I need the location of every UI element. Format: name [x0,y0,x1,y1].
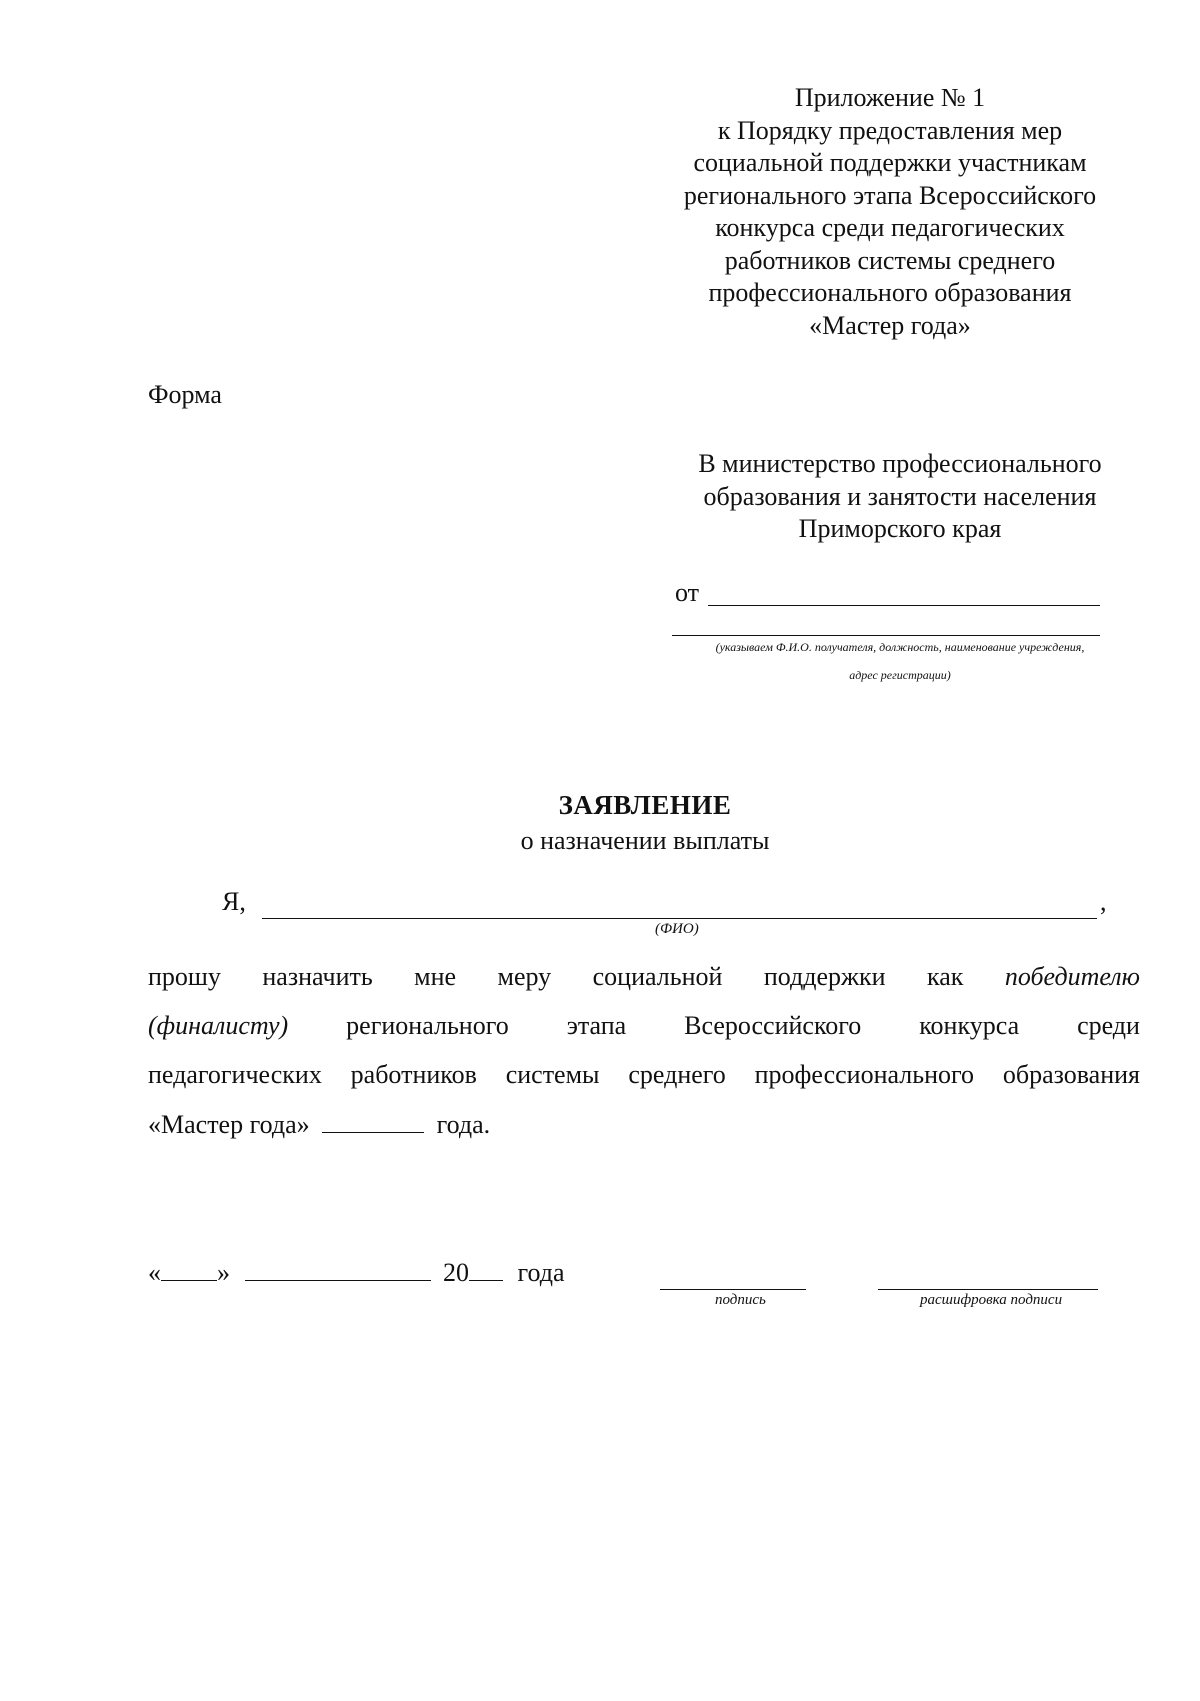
decoding-note: расшифровка подписи [920,1292,1063,1308]
body-line-4 [148,1110,490,1140]
appendix-line: конкурса среди педагогических [715,213,1065,242]
appendix-line: «Мастер года» [809,310,971,340]
close-quote: » [217,1258,230,1287]
applicant-prefix: Я, [222,887,246,916]
body-word-finalist: (финалисту) [148,1011,289,1040]
appendix-line: профессионального образования [708,278,1072,307]
from-note-line1: (указываем Ф.И.О. получателя, должность, наименование учреждения, [715,640,1085,654]
from-label: от [675,578,700,607]
body-word-winner: победителю [1004,962,1140,991]
body-word: среднего [628,1060,726,1089]
body-line-2 [148,1011,1140,1041]
body-word: Всероссийского [684,1011,862,1040]
body-word: среди [1077,1011,1140,1040]
from-details-field[interactable] [672,635,1100,636]
appendix-line: социальной поддержки участникам [693,148,1087,177]
applicant-fio-field[interactable] [262,918,1097,919]
from-name-field[interactable] [708,605,1100,606]
year-suffix: года [517,1258,565,1287]
body-word: этапа [566,1011,627,1040]
body-word: образования [1002,1060,1140,1089]
date-line [148,1258,565,1288]
month-field[interactable] [245,1258,431,1281]
body-word: меру [497,962,552,991]
document-title: ЗАЯВЛЕНИЕ [558,790,732,820]
signature-decoding-field[interactable] [878,1289,1098,1290]
addressee-line: образования и занятости населения [703,481,1097,511]
body-word: конкурса [919,1011,1020,1040]
appendix-line: регионального этапа Всероссийского [683,180,1097,210]
body-line-1 [148,962,1140,992]
body-word: работников [350,1060,477,1089]
appendix-header [650,82,1130,342]
body-word: прошу [148,962,221,991]
body-word: педагогических [148,1060,322,1089]
body-word: социальной [592,962,723,991]
year-prefix: 20 [443,1258,469,1287]
body-word: поддержки [763,962,886,991]
body-word: профессионального [754,1060,975,1089]
signature-field[interactable] [660,1289,806,1290]
body-word: системы [505,1060,600,1089]
open-quote: « [148,1258,161,1287]
day-field[interactable] [161,1258,217,1281]
addressee-block [660,448,1140,546]
body-line4-prefix: «Мастер года» [148,1110,310,1139]
form-label: Форма [148,380,222,409]
year-field[interactable] [322,1110,424,1133]
body-line-3 [148,1060,1140,1090]
year-digits-field[interactable] [469,1258,503,1281]
document-subtitle: о назначении выплаты [520,826,770,855]
appendix-line: к Порядку предоставления мер [717,115,1063,145]
addressee-line: Приморского края [798,514,1002,543]
from-note-line2: адрес регистрации) [849,668,951,682]
addressee-line: В министерство профессионального [698,449,1102,478]
applicant-suffix: , [1100,887,1107,916]
signature-note: подпись [715,1292,766,1308]
body-word: мне [414,962,457,991]
fio-note: (ФИО) [655,921,699,937]
body-word: назначить [262,962,373,991]
body-word: как [926,962,964,991]
appendix-line: Приложение № 1 [794,83,986,112]
body-word: регионального [346,1011,509,1040]
body-line4-suffix: года. [436,1110,491,1139]
appendix-line: работников системы среднего [724,245,1056,275]
